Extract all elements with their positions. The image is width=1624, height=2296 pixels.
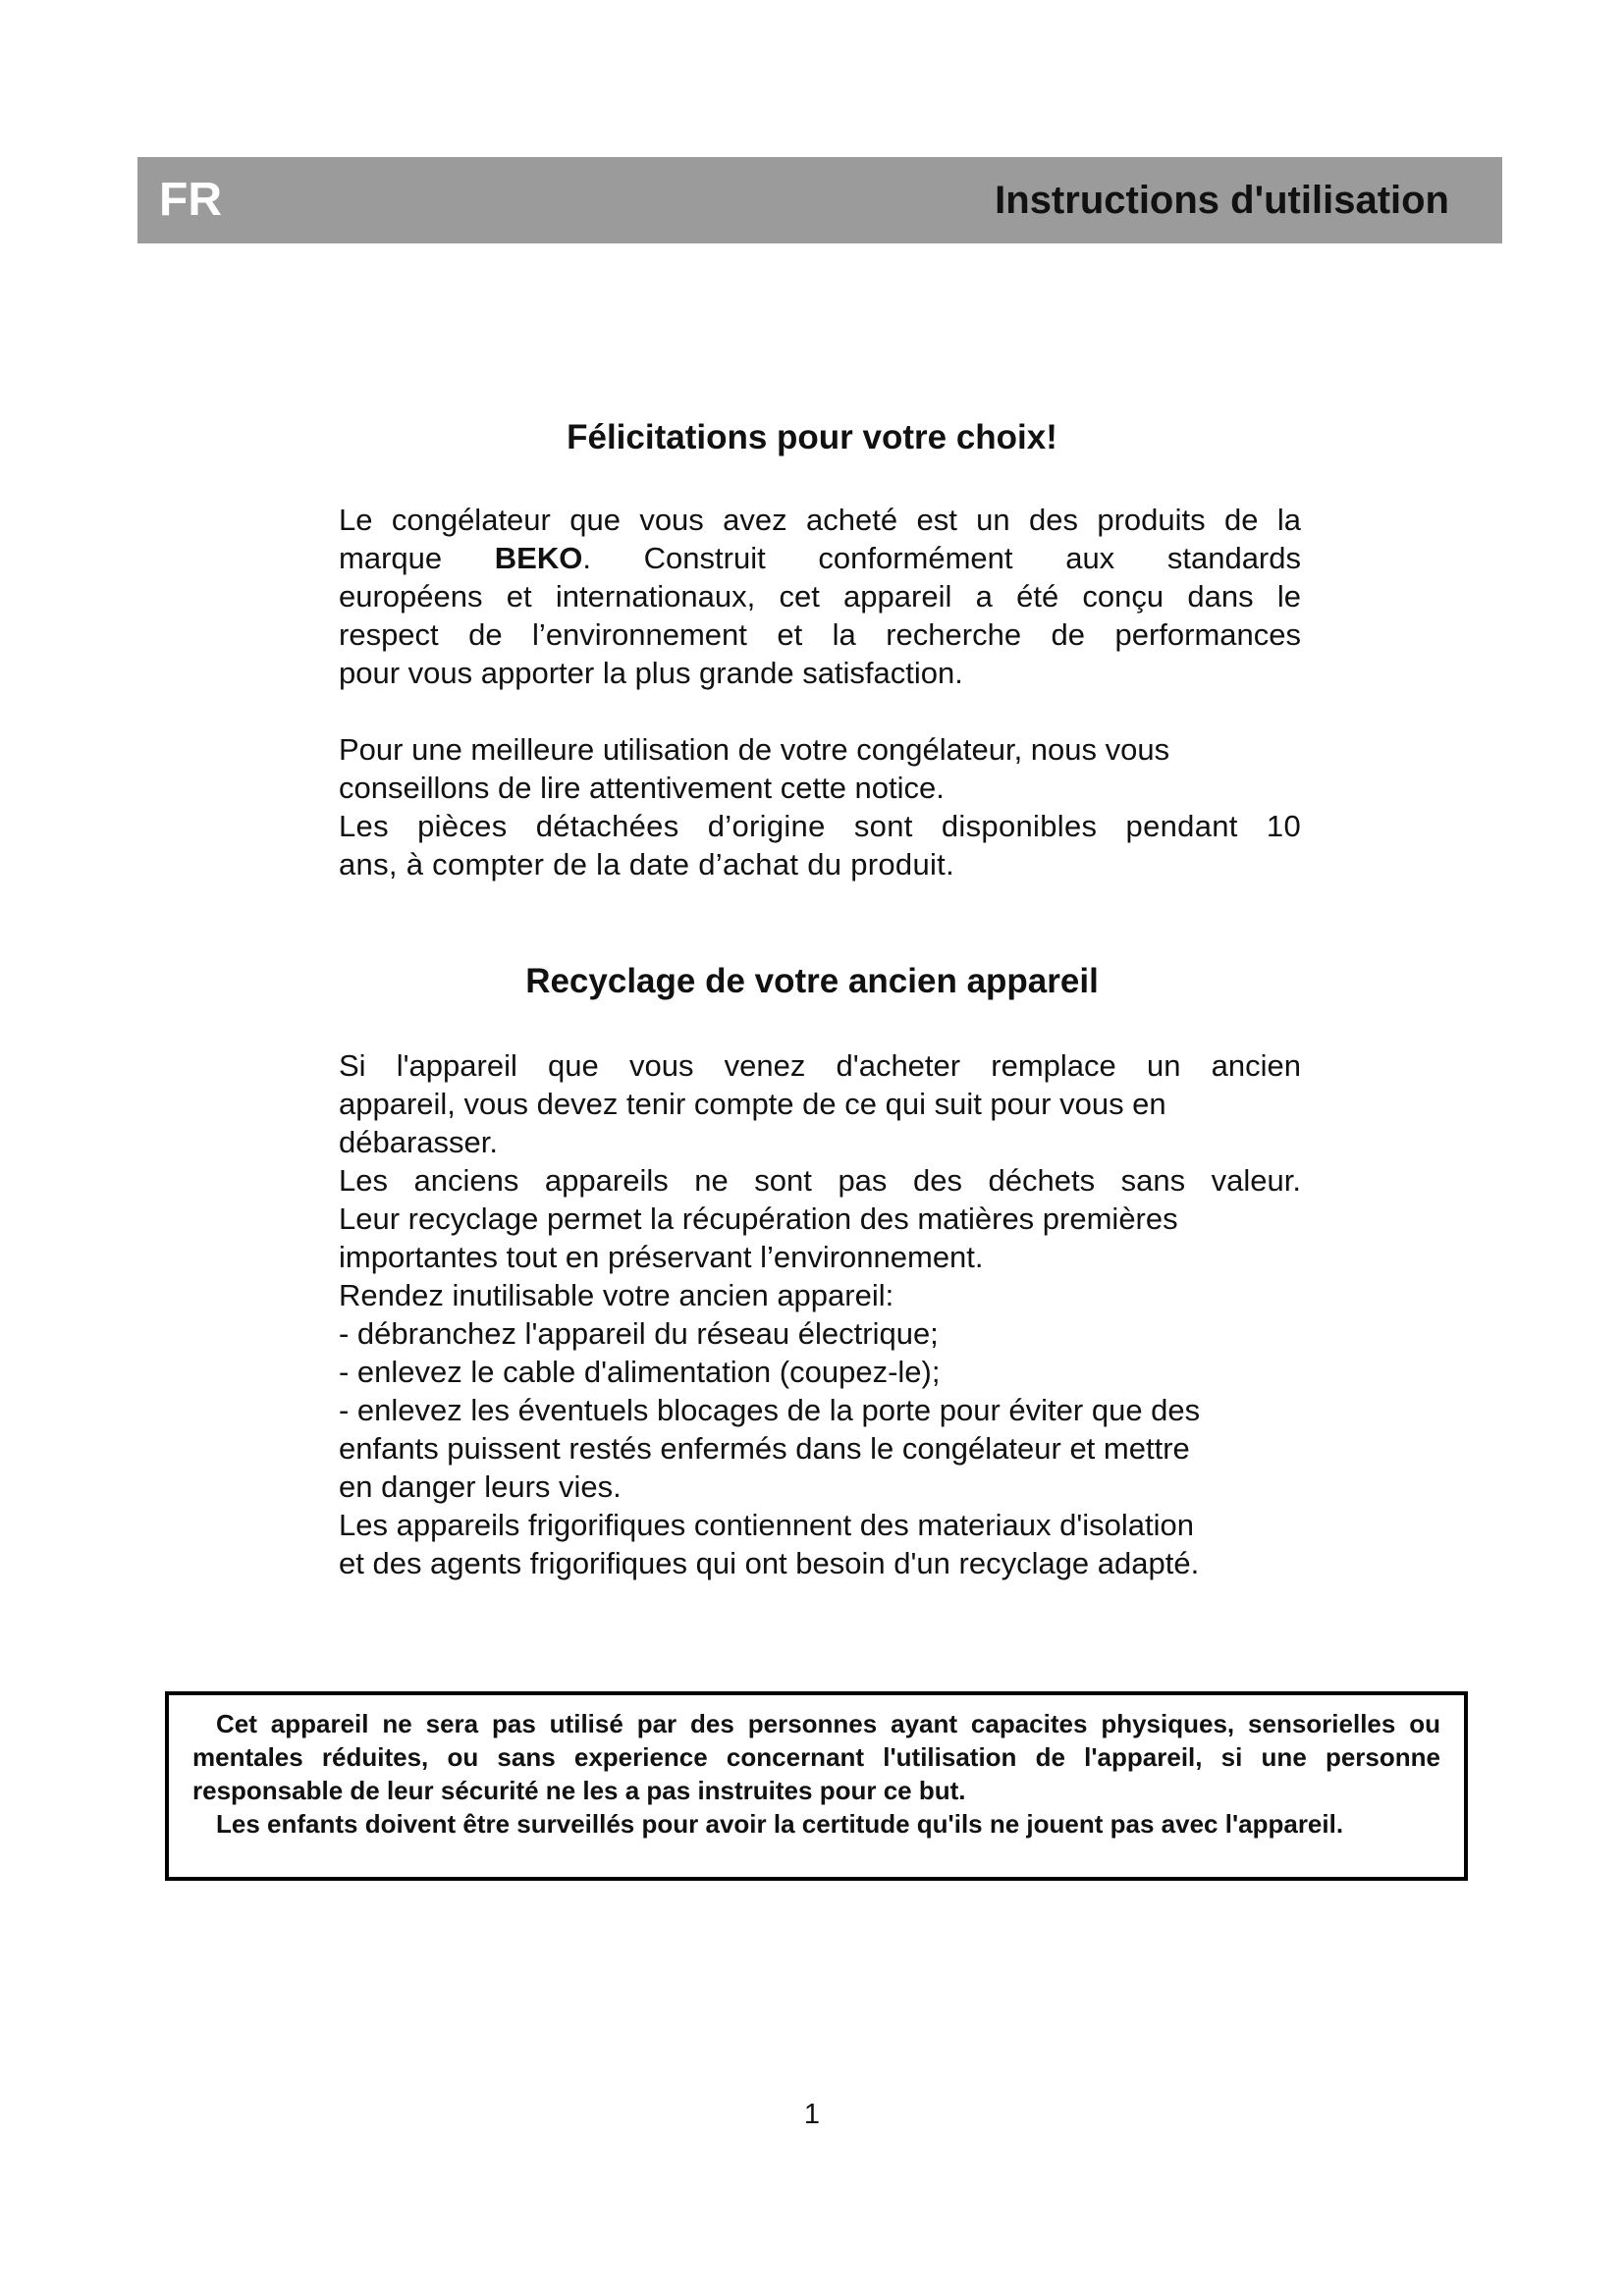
header-bar (137, 157, 1502, 243)
paragraph-line: Pour une meilleure utilisation de votre congélateur, nous vous (339, 732, 1170, 767)
paragraph-line: Rendez inutilisable votre ancien appareil: (339, 1278, 894, 1312)
recycling-heading: Recyclage de votre ancien appareil (525, 962, 1099, 1000)
paragraph-line: et des agents frigorifiques qui ont besoin d'un recyclage adapté. (339, 1546, 1200, 1580)
warning-paragraph: Cet appareil ne sera pas utilisé par des personnes ayant capacites physiques, sensorielles ou mentales réduites, ou sans experience concernant l'utilisation de l'appareil, si une personne responsable de leur sécurité ne les a pas instruites pour ce but. (192, 1709, 1440, 1805)
paragraph-line: respect de l’environnement et la recherche de performances (339, 617, 1301, 652)
page-number: 1 (803, 2099, 821, 2130)
list-item: - enlevez le cable d'alimentation (coupez-le); (339, 1355, 941, 1389)
list-item: - enlevez les éventuels blocages de la porte pour éviter que des (339, 1393, 1201, 1427)
paragraph-line: pour vous apporter la plus grande satisfaction. (339, 656, 963, 690)
paragraph-line: Si l'appareil que vous venez d'acheter remplace un ancien (339, 1048, 1301, 1083)
paragraph-line: européens et internationaux, cet appareil a été conçu dans le (339, 579, 1301, 614)
paragraph-line: importantes tout en préservant l’environnement. (339, 1240, 984, 1274)
congratulations-heading: Félicitations pour votre choix! (567, 418, 1057, 456)
paragraph-line: ans, à compter de la date d’achat du produit. (339, 847, 955, 881)
paragraph-line: Les appareils frigorifiques contiennent des materiaux d'isolation (339, 1508, 1194, 1542)
text-fragment: . Construit conformément aux standards (582, 541, 1301, 575)
notice-paragraph (339, 730, 1301, 883)
warning-paragraph: Les enfants doivent être surveillés pour avoir la certitude qu'ils ne jouent pas avec l'appareil. (216, 1809, 1344, 1839)
safety-warning-box (165, 1691, 1468, 1881)
paragraph-line: Le congélateur que vous avez acheté est un des produits de la (339, 503, 1301, 537)
paragraph-line: Les anciens appareils ne sont pas des déchets sans valeur. (339, 1163, 1301, 1198)
brand-name: BEKO (494, 541, 583, 575)
list-item: - débranchez l'appareil du réseau électrique; (339, 1316, 939, 1351)
paragraph-line (339, 539, 1301, 577)
recycling-paragraph (339, 1046, 1301, 1582)
paragraph-line: Leur recyclage permet la récupération des matières premières (339, 1201, 1178, 1236)
paragraph-line: Les pièces détachées d’origine sont disponibles pendant 10 (339, 809, 1301, 843)
paragraph-line: appareil, vous devez tenir compte de ce qui suit pour vous en (339, 1087, 1166, 1121)
paragraph-line: débarasser. (339, 1125, 498, 1159)
paragraph-line: enfants puissent restés enfermés dans le congélateur et mettre (339, 1431, 1190, 1466)
text-fragment: marque (339, 541, 443, 575)
document-title: Instructions d'utilisation (995, 179, 1449, 222)
congratulations-paragraph (339, 501, 1301, 692)
language-code: FR (159, 174, 222, 226)
paragraph-line: en danger leurs vies. (339, 1469, 622, 1504)
paragraph-line: conseillons de lire attentivement cette notice. (339, 771, 945, 805)
